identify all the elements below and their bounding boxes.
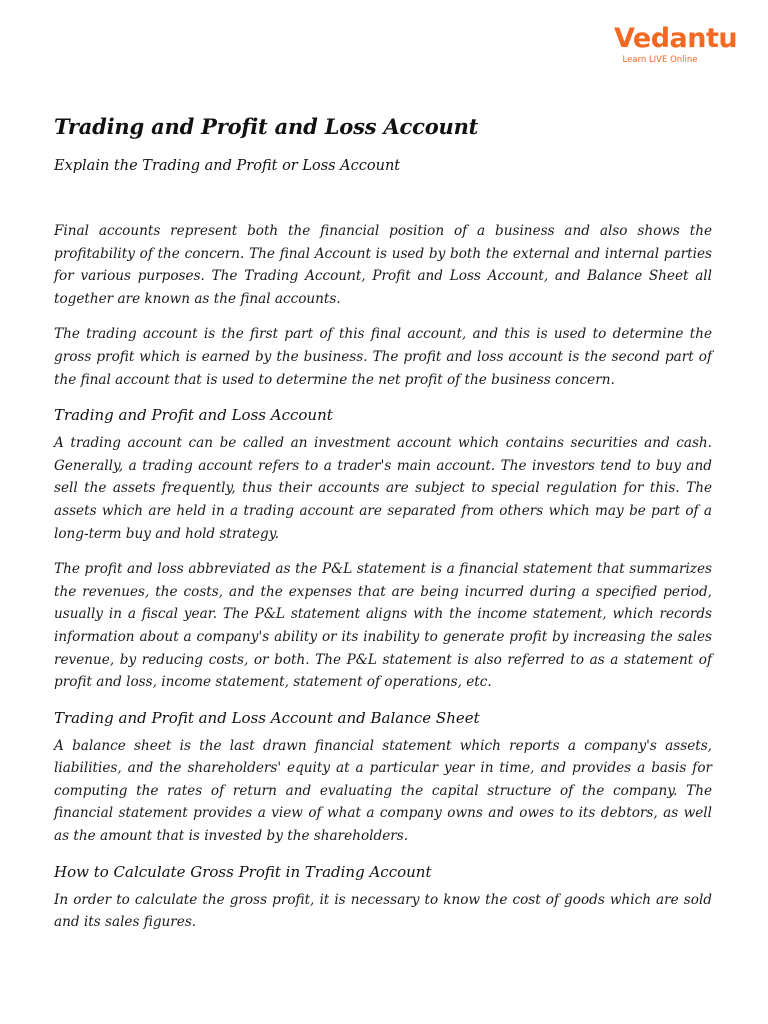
section-paragraph: In order to calculate the gross profit, it is necessary to know the cost of goods which are sold and its sales figures. bbox=[54, 891, 712, 931]
intro-paragraph: Final accounts represent both the financial position of a business and also shows the profitability of the concern. The final Account is used by both the external and internal parties for various purposes. The Trading Account, Profit and Loss Account, and Balance Sheet all together are known as the final accounts. bbox=[54, 223, 712, 307]
page-subtitle: Explain the Trading and Profit or Loss Account bbox=[54, 158, 401, 174]
page-title: Trading and Profit and Loss Account bbox=[54, 114, 479, 139]
section-paragraph: A trading account can be called an investment account which contains securities and cash. Generally, a trading account refers to a trader's main account. The investors tend to buy and sell the assets frequently, thus their accounts are subject to special regulation for this. The assets which are held in a trading account are separated from others which may be part of a long-term buy and hold strategy. bbox=[54, 435, 712, 542]
intro-paragraph: The trading account is the first part of this final account, and this is used to determine the gross profit which is earned by the business. The profit and loss account is the second part of the final account that is used to determine the net profit of the business concern. bbox=[54, 326, 712, 388]
section-paragraph: A balance sheet is the last drawn financial statement which reports a company's assets, liabilities, and the shareholders' equity at a particular year in time, and provides a basis for computing the rates of return and evaluating the capital structure of the company. The financial statement provides a view of what a company owns and owes to its debtors, as well as the amount that is invested by the shareholders. bbox=[54, 737, 712, 845]
section-heading: Trading and Profit and Loss Account and Balance Sheet bbox=[54, 708, 480, 727]
logo-wordmark: Vedantu bbox=[614, 23, 738, 54]
document-body bbox=[54, 112, 712, 947]
logo-tagline: Learn LIVE Online bbox=[622, 55, 698, 65]
section-paragraph: The profit and loss abbreviated as the P&L statement is a financial statement that summarizes the revenues, the costs, and the expenses that are being incurred during a specified period, usually in a fiscal year. The P&L statement aligns with the income statement, which records information about a company's ability or its inability to generate profit by increasing the sales revenue, by reducing costs, or both. The P&L statement is also referred to as a statement of profit and loss, income statement, statement of operations, etc. bbox=[54, 561, 712, 691]
vedantu-logo bbox=[614, 23, 738, 66]
section-heading: Trading and Profit and Loss Account bbox=[54, 406, 333, 425]
section-heading: How to Calculate Gross Profit in Trading Account bbox=[54, 862, 432, 881]
